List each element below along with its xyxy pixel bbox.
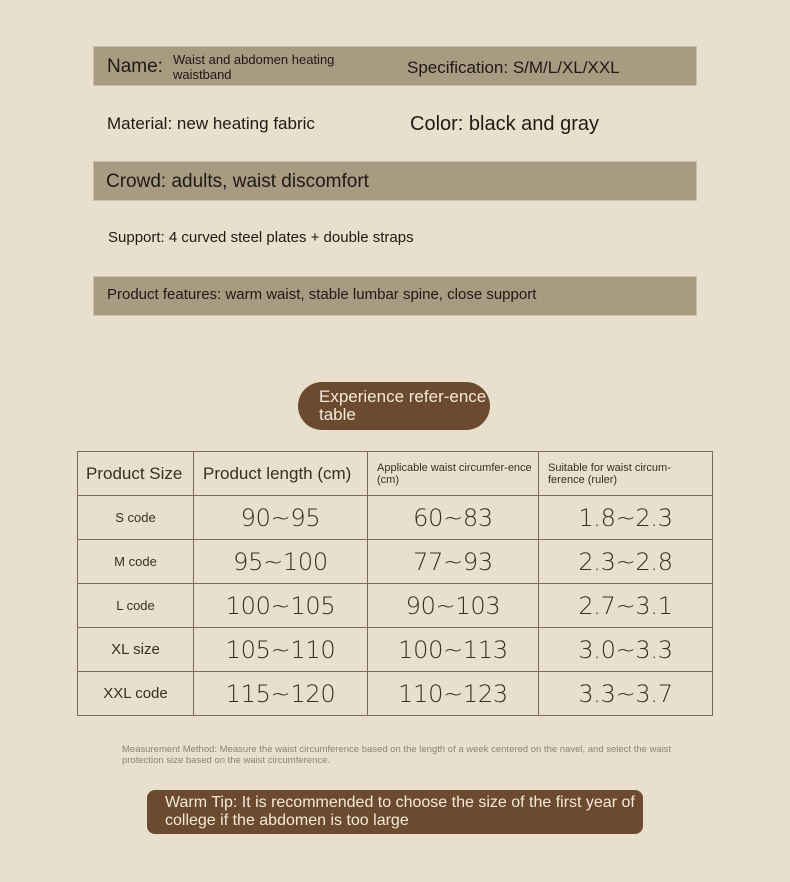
support-text: Support: 4 curved steel plates + double straps bbox=[108, 229, 414, 246]
table-title: Experience refer-ence table bbox=[319, 387, 487, 424]
size-cell: L code bbox=[78, 584, 194, 628]
length-cell: 90~95 bbox=[194, 496, 368, 540]
header-waist-cm: Applicable waist circumfer-ence (cm) bbox=[368, 452, 539, 496]
crowd-text: Crowd: adults, waist discomfort bbox=[106, 171, 369, 192]
table-row bbox=[78, 496, 713, 540]
warm-tip-text: Warm Tip: It is recommended to choose the size of the first year of college if the abdomen is too large bbox=[165, 794, 635, 829]
waist-cm-cell: 100~113 bbox=[368, 628, 539, 672]
waist-ruler-cell: 3.3~3.7 bbox=[539, 672, 713, 716]
length-cell: 95~100 bbox=[194, 540, 368, 584]
waist-ruler-cell: 2.3~2.8 bbox=[539, 540, 713, 584]
size-cell: M code bbox=[78, 540, 194, 584]
size-table bbox=[77, 451, 713, 716]
waist-ruler-cell: 1.8~2.3 bbox=[539, 496, 713, 540]
waist-cm-cell: 77~93 bbox=[368, 540, 539, 584]
waist-ruler-cell: 3.0~3.3 bbox=[539, 628, 713, 672]
table-row bbox=[78, 672, 713, 716]
waist-cm-cell: 110~123 bbox=[368, 672, 539, 716]
length-cell: 105~110 bbox=[194, 628, 368, 672]
material-text: Material: new heating fabric bbox=[107, 114, 315, 133]
length-cell: 100~105 bbox=[194, 584, 368, 628]
length-cell: 115~120 bbox=[194, 672, 368, 716]
color-text: Color: black and gray bbox=[410, 113, 599, 135]
size-cell: XXL code bbox=[78, 672, 194, 716]
table-row bbox=[78, 628, 713, 672]
waist-cm-cell: 90~103 bbox=[368, 584, 539, 628]
table-title-pill bbox=[298, 382, 490, 430]
header-product-length: Product length (cm) bbox=[194, 452, 368, 496]
specification-text: Specification: S/M/L/XL/XXL bbox=[407, 58, 620, 77]
table-row bbox=[78, 584, 713, 628]
name-label: Name: bbox=[107, 56, 163, 77]
table-row bbox=[78, 540, 713, 584]
name-value: Waist and abdomen heating waistband bbox=[173, 52, 335, 82]
waist-ruler-cell: 2.7~3.1 bbox=[539, 584, 713, 628]
table-header-row bbox=[78, 452, 713, 496]
header-waist-ruler: Suitable for waist circum-ference (ruler) bbox=[539, 452, 713, 496]
warm-tip-box bbox=[147, 790, 643, 834]
measurement-method-note: Measurement Method: Measure the waist circumference based on the length of a week centered on the navel, and select the waist protection size based on the waist circumference. bbox=[122, 744, 672, 766]
size-cell: S code bbox=[78, 496, 194, 540]
features-text: Product features: warm waist, stable lumbar spine, close support bbox=[107, 286, 537, 303]
waist-cm-cell: 60~83 bbox=[368, 496, 539, 540]
header-product-size: Product Size bbox=[78, 452, 194, 496]
size-cell: XL size bbox=[78, 628, 194, 672]
